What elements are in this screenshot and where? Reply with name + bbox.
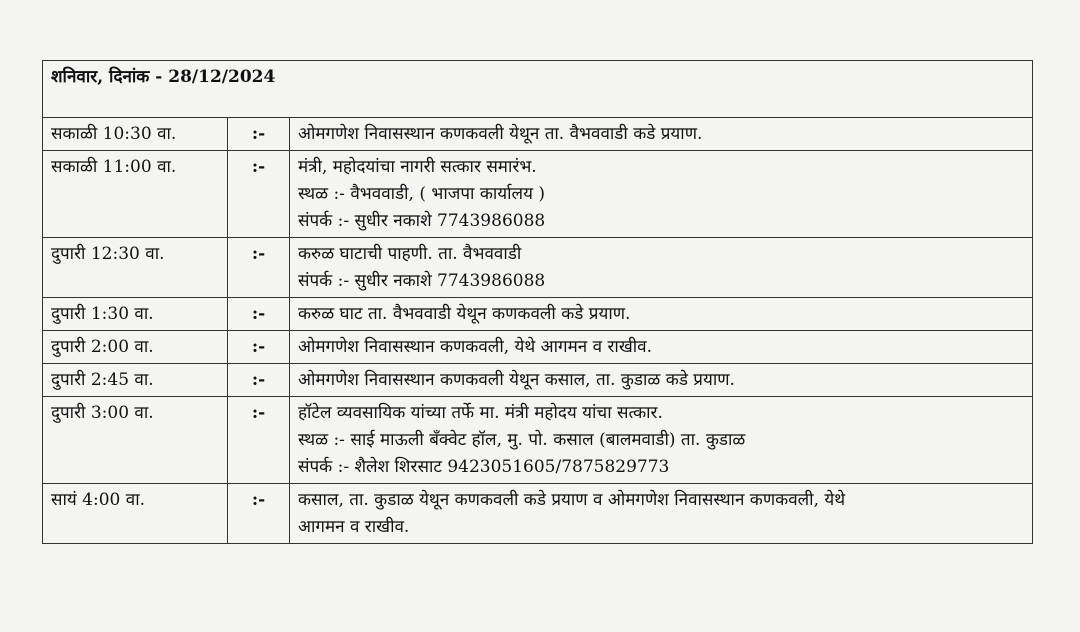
- schedule-description-line: संपर्क :- शैलेश शिरसाट 9423051605/7875829773: [298, 457, 670, 477]
- schedule-row: [43, 118, 1033, 151]
- schedule-separator: :-: [228, 331, 290, 364]
- schedule-time: दुपारी 1:30 वा.: [43, 298, 228, 331]
- schedule-description-line: हॉटेल व्यवसायिक यांच्या तर्फे मा. मंत्री महोदय यांचा सत्कार.: [298, 403, 663, 423]
- schedule-table: [42, 60, 1033, 544]
- schedule-description-line: कसाल, ता. कुडाळ येथून कणकवली कडे प्रयाण व ओमगणेश निवासस्थान कणकवली, येथे: [298, 490, 846, 510]
- schedule-separator: :-: [228, 298, 290, 331]
- schedule-description: [290, 331, 1033, 364]
- schedule-description: [290, 118, 1033, 151]
- schedule-description: [290, 364, 1033, 397]
- schedule-separator: :-: [228, 118, 290, 151]
- schedule-description-line: करुळ घाटाची पाहणी. ता. वैभववाडी: [298, 244, 522, 264]
- schedule-description-line: संपर्क :- सुधीर नकाशे 7743986088: [298, 271, 546, 291]
- schedule-separator: :-: [228, 364, 290, 397]
- schedule-row: [43, 397, 1033, 484]
- schedule-description-line: आगमन व राखीव.: [298, 517, 410, 537]
- schedule-date-heading: शनिवार, दिनांक - 28/12/2024: [43, 61, 1033, 118]
- schedule-description: [290, 484, 1033, 544]
- schedule-row: [43, 331, 1033, 364]
- schedule-description-line: मंत्री, महोदयांचा नागरी सत्कार समारंभ.: [298, 157, 537, 177]
- schedule-separator: :-: [228, 238, 290, 298]
- schedule-separator: :-: [228, 151, 290, 238]
- schedule-separator: :-: [228, 484, 290, 544]
- schedule-description-line: ओमगणेश निवासस्थान कणकवली, येथे आगमन व राखीव.: [298, 337, 652, 357]
- schedule-description-line: स्थळ :- साई माऊली बँक्वेट हॉल, मु. पो. कसाल (बालमवाडी) ता. कुडाळ: [298, 430, 746, 450]
- schedule-time: दुपारी 12:30 वा.: [43, 238, 228, 298]
- schedule-description: [290, 238, 1033, 298]
- schedule-description-line: स्थळ :- वैभववाडी, ( भाजपा कार्यालय ): [298, 184, 545, 204]
- schedule-row: [43, 298, 1033, 331]
- schedule-description: [290, 151, 1033, 238]
- schedule-description-line: संपर्क :- सुधीर नकाशे 7743986088: [298, 211, 546, 231]
- schedule-time: सकाळी 11:00 वा.: [43, 151, 228, 238]
- schedule-row: [43, 238, 1033, 298]
- schedule-time: सायं 4:00 वा.: [43, 484, 228, 544]
- schedule-description: [290, 397, 1033, 484]
- schedule-row: [43, 364, 1033, 397]
- header-row: [43, 61, 1033, 118]
- schedule-description-line: ओमगणेश निवासस्थान कणकवली येथून ता. वैभववाडी कडे प्रयाण.: [298, 124, 703, 144]
- schedule-description-line: करुळ घाट ता. वैभववाडी येथून कणकवली कडे प्रयाण.: [298, 304, 631, 324]
- schedule-time: दुपारी 3:00 वा.: [43, 397, 228, 484]
- schedule-row: [43, 151, 1033, 238]
- schedule-description-line: ओमगणेश निवासस्थान कणकवली येथून कसाल, ता. कुडाळ कडे प्रयाण.: [298, 370, 735, 390]
- schedule-time: दुपारी 2:45 वा.: [43, 364, 228, 397]
- schedule-time: दुपारी 2:00 वा.: [43, 331, 228, 364]
- schedule-description: [290, 298, 1033, 331]
- schedule-separator: :-: [228, 397, 290, 484]
- schedule-time: सकाळी 10:30 वा.: [43, 118, 228, 151]
- schedule-row: [43, 484, 1033, 544]
